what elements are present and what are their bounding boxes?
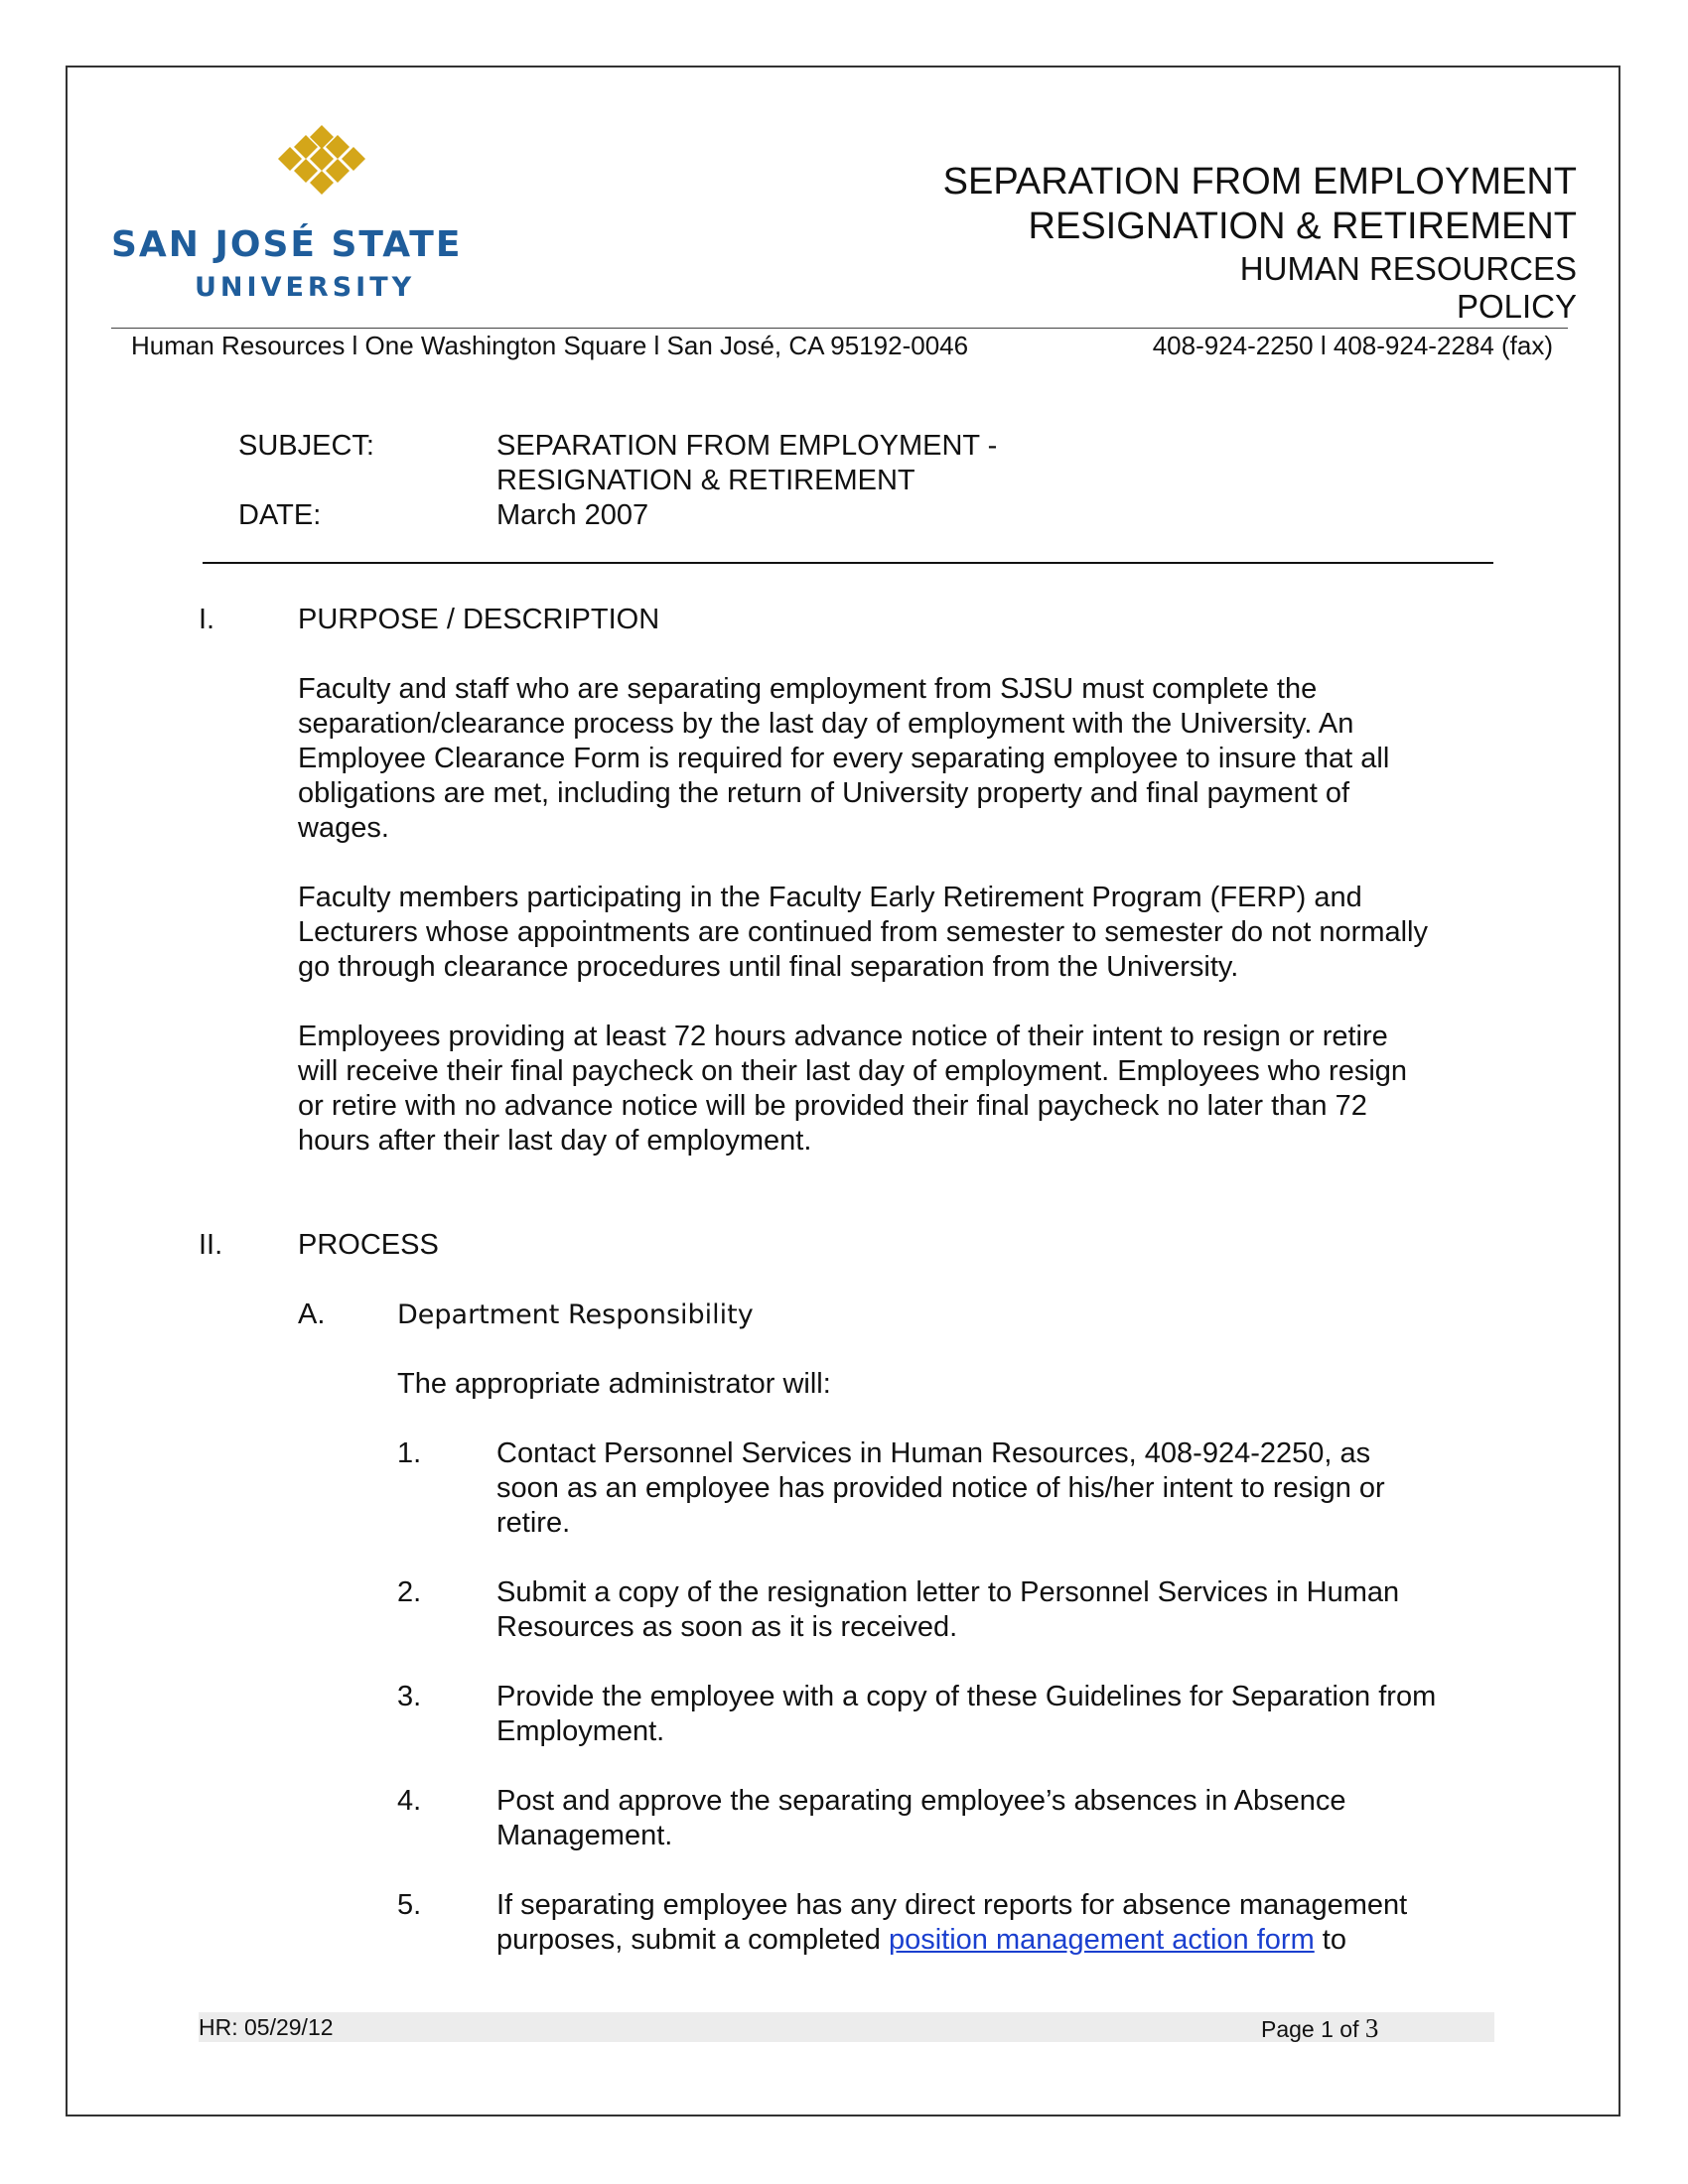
text-line: Submit a copy of the resignation letter to Personnel Services in Human (496, 1576, 1400, 1608)
section1-paragraph3 (298, 1020, 1407, 1159)
text-line: Management. (496, 1820, 673, 1851)
subsection-a-heading: Department Responsibility (397, 1299, 754, 1330)
sjsu-logo (111, 125, 538, 314)
subject-line2: RESIGNATION & RETIREMENT (496, 465, 915, 496)
list-item (496, 1784, 1346, 1853)
text-line: Employment. (496, 1715, 665, 1747)
header-divider (111, 328, 1568, 329)
text-line: Employees providing at least 72 hours advance notice of their intent to resign or retire (298, 1021, 1388, 1052)
text-line: Faculty and staff who are separating employment from SJSU must complete the (298, 673, 1318, 705)
logo-university-name: SAN JOSÉ STATE (111, 224, 463, 265)
text-line: obligations are met, including the return of University property and final payment of (298, 777, 1350, 809)
text-line: Faculty members participating in the Faculty Early Retirement Program (FERP) and (298, 882, 1362, 913)
doc-title-line2: RESIGNATION & RETIREMENT (1028, 205, 1577, 247)
text-line: Provide the employee with a copy of these Guidelines for Separation from (496, 1681, 1437, 1712)
section1-paragraph2 (298, 881, 1428, 985)
text-line: Contact Personnel Services in Human Resources, 408-924-2250, as (496, 1437, 1371, 1469)
section1-number: I. (199, 604, 215, 635)
section1-heading: PURPOSE / DESCRIPTION (298, 604, 660, 635)
list-item (496, 1436, 1385, 1541)
text-line: go through clearance procedures until final separation from the University. (298, 951, 1239, 983)
list-item (496, 1680, 1436, 1749)
subject-divider (203, 562, 1493, 564)
section2-number: II. (199, 1229, 223, 1261)
text-line (496, 1923, 1407, 1958)
text-line: Lecturers whose appointments are continued from semester to semester do not normally (298, 916, 1428, 948)
list-item-number: 1. (397, 1437, 422, 1469)
list-item-number: 5. (397, 1889, 422, 1921)
section1-paragraph1 (298, 672, 1389, 846)
page-total: 3 (1364, 2013, 1379, 2043)
list-item (496, 1575, 1399, 1645)
footer-revision: HR: 05/29/12 (199, 2014, 334, 2040)
text-line: retire. (496, 1507, 571, 1539)
list-item (496, 1888, 1407, 1958)
subject-line1: SEPARATION FROM EMPLOYMENT - (496, 430, 998, 462)
section2-heading: PROCESS (298, 1229, 439, 1261)
sjsu-diamond-icon (272, 125, 371, 195)
header-phone: 408-924-2250 l 408-924-2284 (fax) (1152, 331, 1553, 360)
doc-department: HUMAN RESOURCES (1239, 250, 1577, 287)
footer-page-number (1261, 2013, 1378, 2044)
text-line: Employee Clearance Form is required for every separating employee to insure that all (298, 743, 1390, 774)
date-value: March 2007 (496, 499, 649, 531)
text-line: or retire with no advance notice will be provided their final paycheck no later than 72 (298, 1090, 1367, 1122)
text-fragment: to (1314, 1924, 1346, 1956)
text-line: Post and approve the separating employee’s absences in Absence (496, 1785, 1346, 1817)
header-address: Human Resources l One Washington Square l San José, CA 95192-0046 (131, 331, 969, 360)
text-fragment: purposes, submit a completed (496, 1924, 889, 1956)
text-line: separation/clearance process by the last day of employment with the University. An (298, 708, 1354, 740)
text-line: hours after their last day of employment. (298, 1125, 812, 1157)
list-item-number: 3. (397, 1681, 422, 1712)
subsection-a-letter: A. (298, 1298, 326, 1330)
page-label: Page 1 of (1261, 2016, 1365, 2042)
text-line: Resources as soon as it is received. (496, 1611, 958, 1643)
subsection-a-intro: The appropriate administrator will: (397, 1368, 831, 1400)
text-line: soon as an employee has provided notice of his/her intent to resign or (496, 1472, 1385, 1504)
list-item-number: 4. (397, 1785, 422, 1817)
subject-label: SUBJECT: (238, 430, 374, 462)
text-line: wages. (298, 812, 389, 844)
list-item-number: 2. (397, 1576, 422, 1608)
date-label: DATE: (238, 499, 322, 531)
logo-university-sub: UNIVERSITY (195, 272, 416, 303)
position-management-form-link[interactable]: position management action form (888, 1924, 1315, 1956)
doc-type: POLICY (1456, 288, 1577, 325)
doc-title-line1: SEPARATION FROM EMPLOYMENT (942, 161, 1577, 203)
text-line: will receive their final paycheck on their last day of employment. Employees who resign (298, 1055, 1408, 1087)
text-line: If separating employee has any direct reports for absence management (496, 1889, 1408, 1921)
